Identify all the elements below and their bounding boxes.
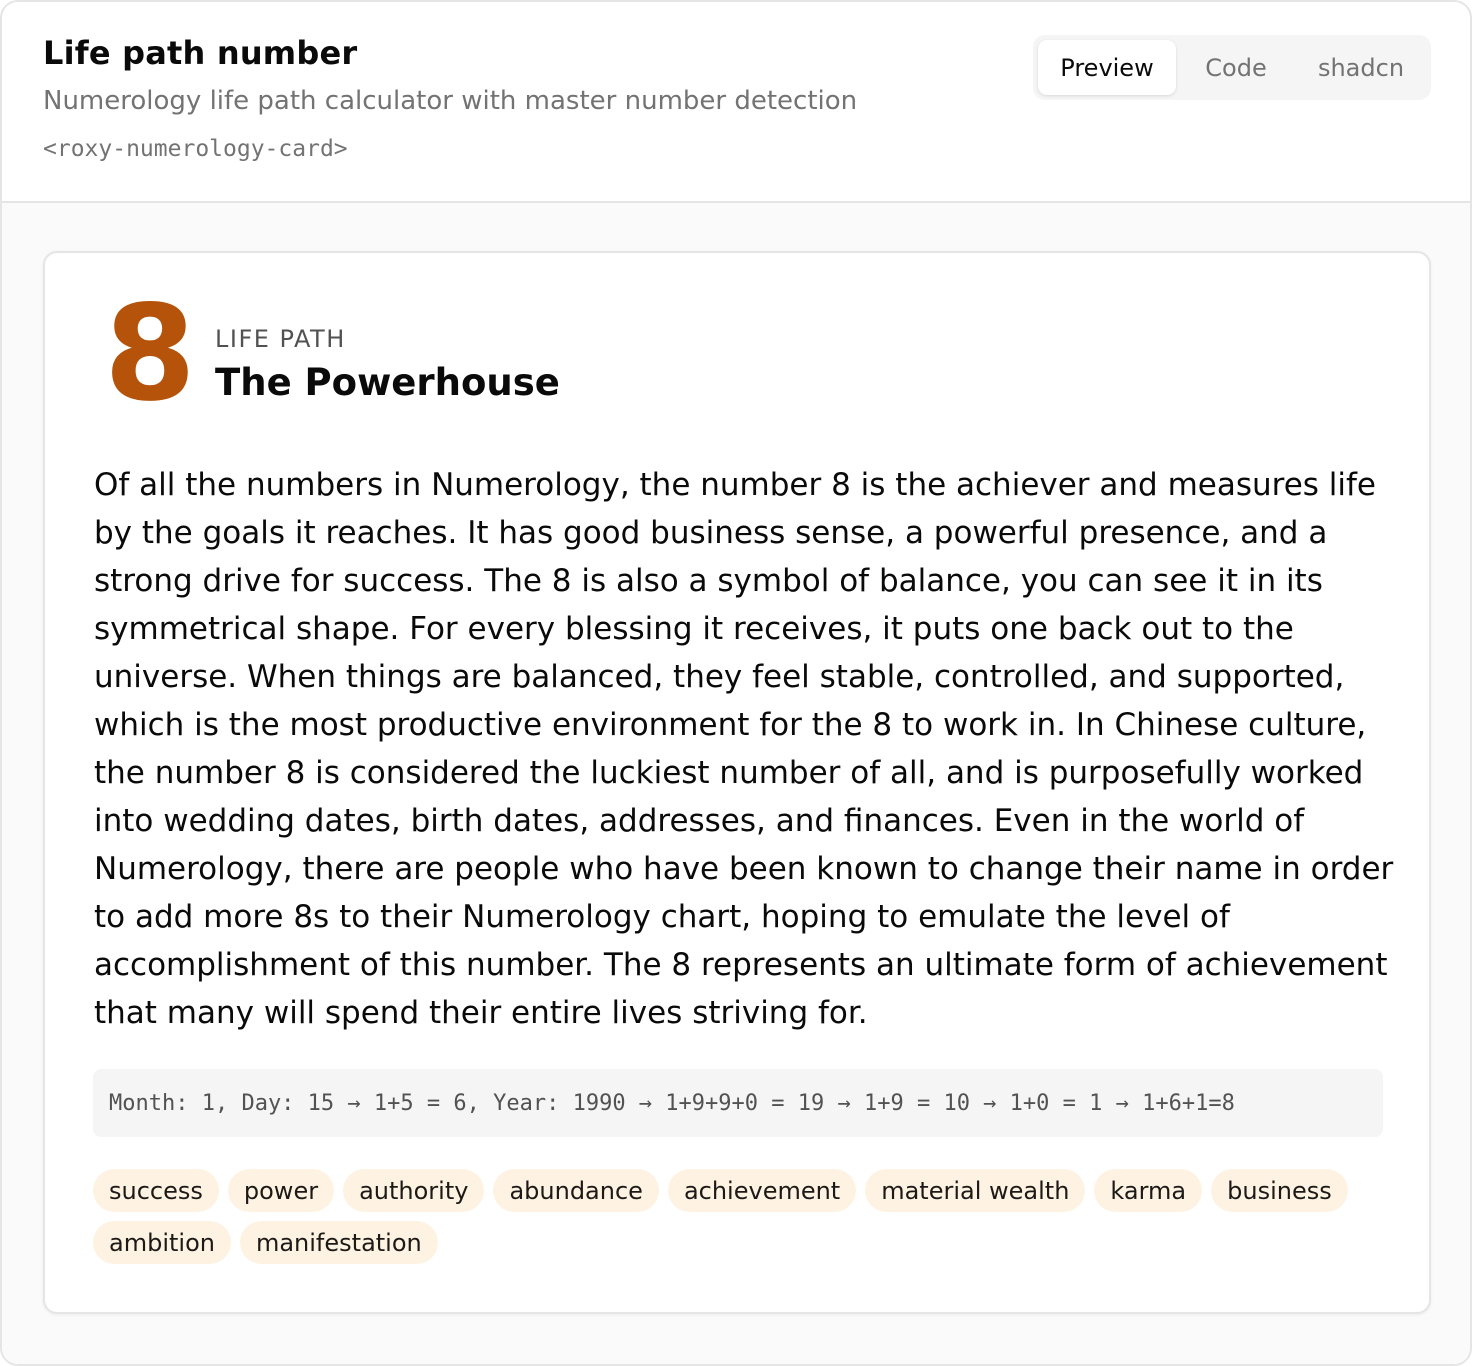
keyword-chip: manifestation <box>240 1221 438 1264</box>
tab-preview[interactable]: Preview <box>1038 40 1176 95</box>
page-title: Life path number <box>43 34 358 72</box>
component-tag-name: <roxy-numerology-card> <box>43 136 348 162</box>
life-path-label: LIFE PATH <box>215 325 346 353</box>
keyword-chip: achievement <box>668 1169 856 1212</box>
keyword-chip: material wealth <box>865 1169 1085 1212</box>
tab-code[interactable]: Code <box>1205 53 1267 82</box>
numerology-card <box>43 251 1431 1314</box>
calculation-breakdown: Month: 1, Day: 15 → 1+5 = 6, Year: 1990 → 1+9+9+0 = 19 → 1+9 = 10 → 1+0 = 1 → 1+6+1=8 <box>93 1069 1383 1137</box>
keyword-chip: karma <box>1094 1169 1202 1212</box>
page-header <box>2 2 1470 203</box>
keyword-chip: business <box>1211 1169 1348 1212</box>
page-subtitle: Numerology life path calculator with master number detection <box>43 86 858 116</box>
keyword-chip: power <box>228 1169 334 1212</box>
keyword-list <box>93 1169 1383 1264</box>
keyword-chip: abundance <box>493 1169 658 1212</box>
keyword-chip: success <box>93 1169 219 1212</box>
view-tabs <box>1033 35 1431 100</box>
preview-area <box>2 203 1470 1366</box>
tab-shadcn[interactable]: shadcn <box>1317 53 1405 82</box>
life-path-number: 8 <box>104 277 196 431</box>
life-path-name: The Powerhouse <box>215 361 560 404</box>
keyword-chip: ambition <box>93 1221 231 1264</box>
life-path-description: Of all the numbers in Numerology, the number 8 is the achiever and measures life by the goals it reaches. It has good business sense, a powerful presence, and a strong drive for success. The 8 is also a symbol of balance, you can see it in its symmetrical shape. For every blessing it receives, it puts one back out to the universe. When things are balanced, they feel stable, controlled, and supported, which is the most productive environment for the 8 to work in. In Chinese culture, the number 8 is considered the luckiest number of all, and is purposefully worked into wedding dates, birth dates, addresses, and finances. Even in the world of Numerology, there are people who have been known to change their name in order to add more 8s to their Numerology chart, hoping to emulate the level of accomplishment of this number. The 8 represents an ultimate form of achievement that many will spend their entire lives striving for. <box>94 467 1394 1031</box>
keyword-chip: authority <box>343 1169 484 1212</box>
